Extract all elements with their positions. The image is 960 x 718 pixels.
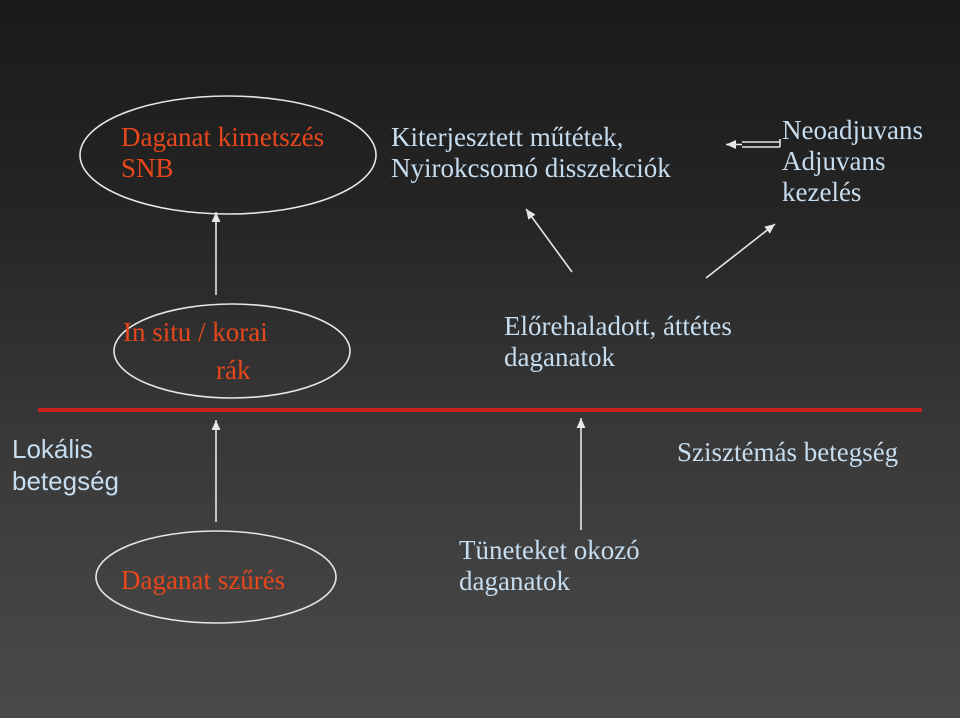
arrow-advanced-to-surgery [526, 209, 572, 272]
adjuvant-line2: Adjuvans [782, 146, 886, 176]
tumor-excision-line1: Daganat kimetszés [121, 122, 325, 152]
extended-surgery-line2: Nyirokcsomó disszekciók [391, 153, 671, 183]
advanced-line2: daganatok [504, 342, 615, 372]
symptomatic-line2: daganatok [459, 566, 570, 596]
arrow-advanced-to-adjuvant [706, 224, 775, 278]
extended-surgery-line1: Kiterjesztett műtétek, [391, 122, 624, 152]
in-situ-line1: In situ / korai [123, 317, 268, 347]
local-disease-label [12, 433, 119, 497]
local-disease-line1: Lokális [12, 434, 93, 464]
systemic-disease-label: Szisztémás betegség [677, 437, 899, 467]
symptomatic-line1: Tüneteket okozó [459, 535, 640, 565]
screening-label: Daganat szűrés [121, 565, 286, 595]
adjuvant-line1: Neoadjuvans [782, 115, 923, 145]
tumor-excision-label [121, 122, 324, 184]
extended-surgery-label [391, 122, 671, 184]
adjuvant-label [782, 115, 923, 208]
divider-line [38, 408, 922, 412]
local-disease-line2: betegség [12, 466, 119, 496]
arrow-adjuvant-to-surgery [726, 139, 780, 147]
symptomatic-label [459, 535, 640, 597]
tumor-excision-line2: SNB [121, 153, 174, 183]
in-situ-line2: rák [216, 355, 251, 385]
advanced-line1: Előrehaladott, áttétes [504, 311, 732, 341]
adjuvant-line3: kezelés [782, 177, 862, 207]
advanced-label [504, 311, 732, 373]
